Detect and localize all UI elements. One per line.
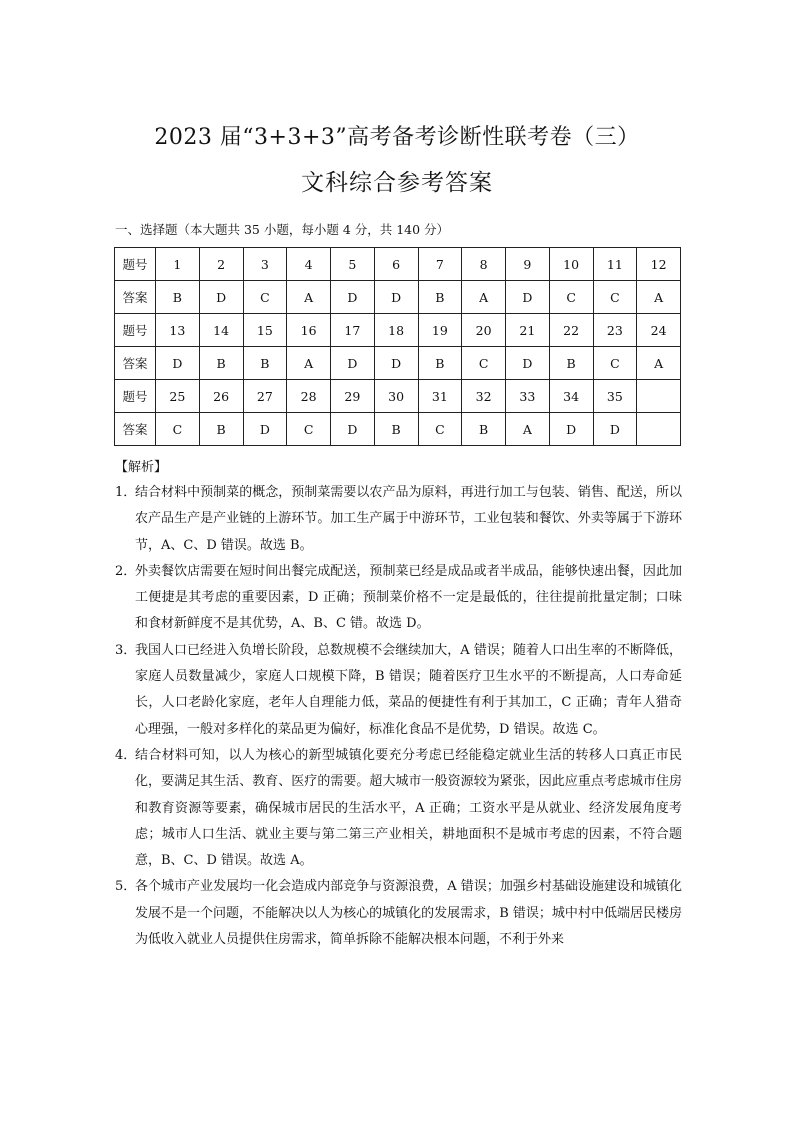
question-number-cell: 11 xyxy=(593,248,637,281)
answer-cell: D xyxy=(374,281,418,314)
analysis-item-number: 4． xyxy=(115,747,137,763)
question-number-cell: 33 xyxy=(506,380,550,413)
answer-cell: B xyxy=(199,413,243,446)
answer-cell: C xyxy=(287,413,331,446)
answer-row xyxy=(115,281,681,314)
analysis-item-text: 结合材料可知，以人为核心的新型城镇化要充分考虑已经能稳定就业生活的转移人口真正市民化，要满足其生活、教育、医疗的需要。超大城市一般资源较为紧张，因此应重点考虑城市住房和教育资源等要素，确保城市居民的生活水平，A 正确；工资水平是从就业、经济发展角度考虑；城市人口生活、就业主要与第二第三产业相关，耕地面积不是城市考虑的因素，不符合题意，B、C、D 错误。故选 A。 xyxy=(135,747,682,869)
answer-cell: B xyxy=(199,347,243,380)
analysis-item xyxy=(115,874,682,953)
question-number-cell: 10 xyxy=(549,248,593,281)
answer-cell: B xyxy=(374,413,418,446)
question-number-cell: 15 xyxy=(243,314,287,347)
question-number-cell: 31 xyxy=(418,380,462,413)
question-number-cell: 7 xyxy=(418,248,462,281)
question-number-cell: 16 xyxy=(287,314,331,347)
answer-row-label: 答案 xyxy=(115,413,156,446)
answer-row-label: 答案 xyxy=(115,281,156,314)
question-number-cell xyxy=(637,380,681,413)
answer-table xyxy=(114,247,681,446)
answer-row-label: 答案 xyxy=(115,347,156,380)
question-number-cell: 14 xyxy=(199,314,243,347)
question-number-cell: 25 xyxy=(156,380,200,413)
question-number-cell: 23 xyxy=(593,314,637,347)
answer-cell: D xyxy=(549,413,593,446)
answer-cell: C xyxy=(549,281,593,314)
answer-cell: D xyxy=(506,347,550,380)
question-number-cell: 19 xyxy=(418,314,462,347)
question-number-row-label: 题号 xyxy=(115,248,156,281)
question-number-cell: 6 xyxy=(374,248,418,281)
answer-cell: B xyxy=(549,347,593,380)
answer-cell: D xyxy=(593,413,637,446)
answer-cell: B xyxy=(418,281,462,314)
answer-cell: A xyxy=(287,347,331,380)
question-number-cell: 21 xyxy=(506,314,550,347)
answer-cell xyxy=(637,413,681,446)
answer-cell: D xyxy=(199,281,243,314)
analysis-list xyxy=(115,480,682,953)
question-number-cell: 12 xyxy=(637,248,681,281)
question-number-cell: 4 xyxy=(287,248,331,281)
question-number-row-label: 题号 xyxy=(115,314,156,347)
question-number-cell: 27 xyxy=(243,380,287,413)
question-number-cell: 17 xyxy=(331,314,375,347)
question-number-row-label: 题号 xyxy=(115,380,156,413)
answer-cell: A xyxy=(637,281,681,314)
analysis-item-number: 1． xyxy=(115,485,137,500)
answer-row xyxy=(115,413,681,446)
answer-cell: D xyxy=(331,413,375,446)
question-number-cell: 8 xyxy=(462,248,506,281)
question-number-cell: 35 xyxy=(593,380,637,413)
answer-cell: B xyxy=(462,413,506,446)
question-number-cell: 26 xyxy=(199,380,243,413)
question-number-cell: 1 xyxy=(156,248,200,281)
analysis-item xyxy=(115,480,682,559)
answer-cell: D xyxy=(331,281,375,314)
answer-cell: B xyxy=(156,281,200,314)
question-number-cell: 20 xyxy=(462,314,506,347)
answer-cell: D xyxy=(331,347,375,380)
analysis-item-text: 我国人口已经进入负增长阶段，总数规模不会继续加大，A 错误；随着人口出生率的不断降低，家庭人员数量减少，家庭人口规模下降，B 错误；随着医疗卫生水平的不断提高，人口寿命延长，人口老龄化家庭，老年人自理能力低，菜品的便捷性有利于其加工，C 正确；青年人猎奇心理强，一般对多样化的菜品更为偏好，标准化食品不是优势，D 错误。故选 C。 xyxy=(135,642,682,737)
question-number-cell: 9 xyxy=(506,248,550,281)
analysis-item-number: 2． xyxy=(115,563,137,579)
answer-cell: D xyxy=(374,347,418,380)
section-heading: 一、选择题（本大题共 35 小题，每小题 4 分，共 140 分） xyxy=(115,222,450,237)
analysis-item-number: 5． xyxy=(115,879,137,895)
answer-cell: D xyxy=(506,281,550,314)
question-number-cell: 22 xyxy=(549,314,593,347)
question-number-cell: 24 xyxy=(637,314,681,347)
question-number-cell: 29 xyxy=(331,380,375,413)
answer-cell: A xyxy=(637,347,681,380)
answer-cell: C xyxy=(418,413,462,446)
analysis-item-text: 结合材料中预制菜的概念，预制菜需要以农产品为原料，再进行加工与包装、销售、配送，所以农产品生产是产业链的上游环节。加工生产属于中游环节，工业包装和餐饮、外卖等属于下游环节，A、C、D 错误。故选 B。 xyxy=(135,485,682,553)
question-number-cell: 13 xyxy=(156,314,200,347)
question-number-row xyxy=(115,248,681,281)
analysis-item-number: 3． xyxy=(115,642,137,658)
analysis-item xyxy=(115,559,682,638)
question-number-cell: 34 xyxy=(549,380,593,413)
analysis-item-text: 各个城市产业发展均一化会造成内部竞争与资源浪费，A 错误；加强乡村基础设施建设和城镇化发展不是一个问题，不能解决以人为核心的城镇化的发展需求，B 错误；城中村中低端居民楼房为低收入就业人员提供住房需求，简单拆除不能解决根本问题，不利于外来 xyxy=(135,879,682,948)
answer-cell: C xyxy=(156,413,200,446)
question-number-cell: 5 xyxy=(331,248,375,281)
question-number-row xyxy=(115,314,681,347)
question-number-cell: 18 xyxy=(374,314,418,347)
answer-cell: D xyxy=(156,347,200,380)
answer-cell: A xyxy=(506,413,550,446)
question-number-row xyxy=(115,380,681,413)
question-number-cell: 2 xyxy=(199,248,243,281)
page-title: 2023 届“3+3+3”高考备考诊断性联考卷（三） xyxy=(154,125,640,150)
question-number-cell: 3 xyxy=(243,248,287,281)
answer-row xyxy=(115,347,681,380)
answer-cell: C xyxy=(462,347,506,380)
answer-cell: D xyxy=(243,413,287,446)
answer-cell: B xyxy=(418,347,462,380)
answer-cell: B xyxy=(243,347,287,380)
question-number-cell: 30 xyxy=(374,380,418,413)
answer-cell: C xyxy=(593,281,637,314)
analysis-item-text: 外卖餐饮店需要在短时间出餐完成配送，预制菜已经是成品或者半成品，能够快速出餐，因此加工便捷是其考虑的重要因素，D 正确；预制菜价格不一定是最低的，往往提前批量定制；口味和食材新鲜度不是其优势，A、B、C 错。故选 D。 xyxy=(135,563,682,632)
answer-cell: A xyxy=(462,281,506,314)
analysis-label: 【解析】 xyxy=(115,460,168,475)
analysis-item xyxy=(115,743,682,874)
answer-cell: A xyxy=(287,281,331,314)
answer-cell: C xyxy=(243,281,287,314)
question-number-cell: 32 xyxy=(462,380,506,413)
page-subtitle: 文科综合参考答案 xyxy=(301,170,493,196)
question-number-cell: 28 xyxy=(287,380,331,413)
analysis-item xyxy=(115,638,682,743)
answer-cell: C xyxy=(593,347,637,380)
